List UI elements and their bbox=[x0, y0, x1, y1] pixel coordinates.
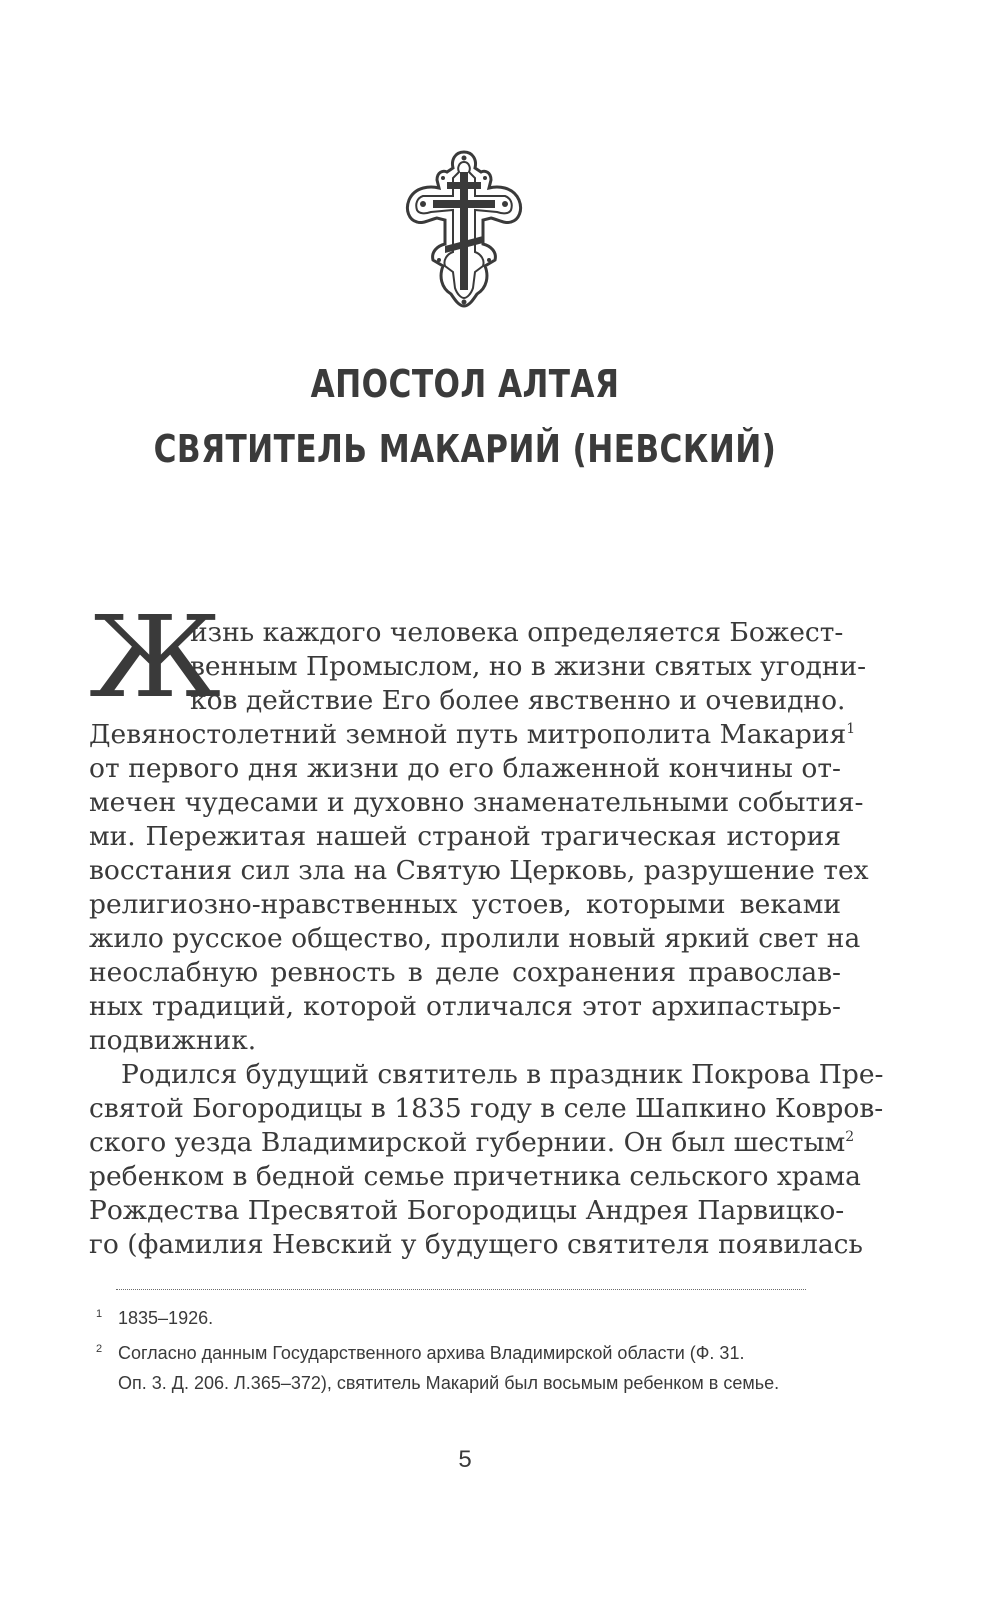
orthodox-cross-ornament bbox=[403, 148, 525, 310]
text-line: Рождества Пресвятой Богородицы Андрея Парвицко- bbox=[89, 1195, 845, 1226]
text-line: святой Богородицы в 1835 году в селе Шапкино Ковров- bbox=[89, 1093, 884, 1124]
text-line: от первого дня жизни до его блаженной кончины от- bbox=[89, 753, 841, 784]
text-line: ми. Пережитая нашей страной трагическая история bbox=[89, 821, 841, 852]
footnote-text: Согласно данным Государственного архива Владимирской области (Ф. 31. bbox=[118, 1343, 745, 1363]
title-line-2: СВЯТИТЕЛЬ МАКАРИЙ (НЕВСКИЙ) bbox=[153, 427, 777, 471]
text-line: жило русское общество, пролили новый яркий свет на bbox=[89, 923, 861, 954]
footnote-text-continued: Оп. 3. Д. 206. Л.365–372), святитель Макарий был восьмым ребенком в семье. bbox=[118, 1373, 780, 1393]
footnote-text: 1835–1926. bbox=[118, 1308, 214, 1328]
footnote-ref-1[interactable]: 1 bbox=[846, 721, 856, 737]
text-line: ков действие Его более явственно и очевидно. bbox=[190, 685, 846, 716]
text-line: го (фамилия Невский у будущего святителя появилась bbox=[89, 1229, 863, 1260]
text-line: неослабную ревность в деле сохранения православ- bbox=[89, 957, 841, 988]
footnote-mark: 1 bbox=[96, 1308, 103, 1320]
text-line: Родился будущий святитель в праздник Покрова Пре- bbox=[121, 1059, 884, 1090]
text-line: ных традиций, которой отличался этот архипастырь- bbox=[89, 991, 841, 1022]
footnote-2 bbox=[96, 1334, 779, 1398]
footnote-1 bbox=[96, 1299, 213, 1333]
text-line: Девяностолетний земной путь митрополита Макария$^1$ bbox=[89, 719, 856, 750]
drop-cap: Ж bbox=[89, 593, 222, 723]
text-line: подвижник. bbox=[89, 1025, 257, 1056]
footnote-ref-2[interactable]: 2 bbox=[845, 1129, 855, 1145]
footnote-separator bbox=[116, 1289, 806, 1290]
paragraph-1-dropcap-lines bbox=[190, 616, 867, 718]
text-line: ребенком в бедной семье причетника сельского храма bbox=[89, 1161, 861, 1192]
paragraph-1-body bbox=[89, 718, 884, 1262]
text-line: венным Промыслом, но в жизни святых угодни- bbox=[190, 651, 867, 682]
text-line: восстания сил зла на Святую Церковь, разрушение тех bbox=[89, 855, 869, 886]
footnote-mark: 2 bbox=[96, 1343, 103, 1355]
text-line: ского уезда Владимирской губернии. Он был шестым$^2$ bbox=[89, 1127, 855, 1158]
page-number: 5 bbox=[458, 1446, 472, 1473]
text-line: мечен чудесами и духовно знаменательными события- bbox=[89, 787, 864, 818]
title-line-1: АПОСТОЛ АЛТАЯ bbox=[310, 362, 620, 406]
text-line: изнь каждого человека определяется Божест- bbox=[190, 617, 844, 648]
text-line: религиозно-нравственных устоев, которыми веками bbox=[89, 889, 841, 920]
